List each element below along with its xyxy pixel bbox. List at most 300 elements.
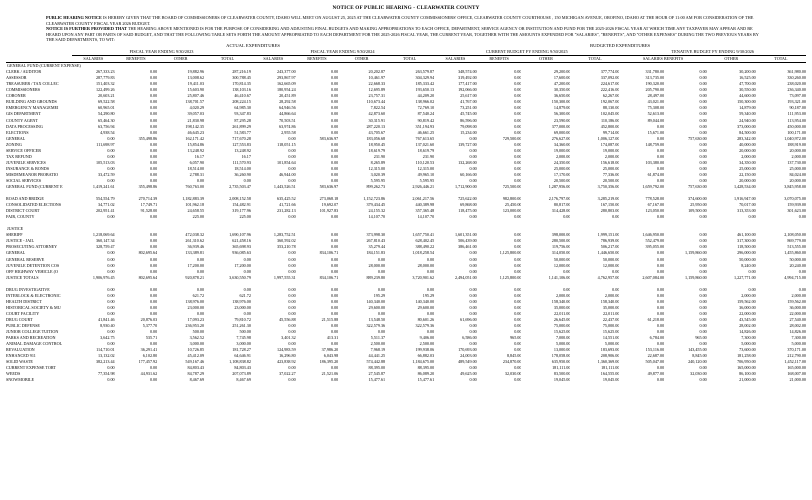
row-value: 717,670.28 — [232, 135, 251, 141]
row-value: 84,787.29 — [187, 371, 205, 377]
row-value: 23,757.31 — [368, 93, 386, 99]
row-label: INTERLOCK & ELECTRONIC — [6, 292, 61, 298]
row-value: 7,968.19 — [370, 347, 386, 353]
row-value: 70,503.51 — [279, 117, 296, 123]
row-value: 21,000.00 — [789, 377, 806, 383]
column-header-salaries-2024: SALARIES — [251, 56, 296, 63]
row-value: 635,425.52 — [277, 196, 296, 202]
row-value: 0.00 — [469, 147, 477, 153]
row-value: 1,125,800.00 — [499, 274, 522, 280]
notice-paragraph-2-text: THE HEARING ABOVE MENTIONED IS FOR THE PURPOSE OF CONSIDERING AND ADJUSTING FINAL BUDGETS AND MAKING APPROPRIATIONS TO EACH OFFICE, DEPARTMENT, SERVICE AGENCY OR INSTITUTION AND FUND FOR THE 2025-2026 FISCAL YEAR AT WHICH TIME ANY TAXPAYER MAY APPEAR AND BE HEARD UPON ANY PART OR PARTS OF SAID BUDGET, AND THAT THE FOLLOWING TABLE SETS FORTH THE AMOUNT APPROPRIATED TO EACH DEPARTMENT FOR THE 2025-2026 FISCAL YEAR, THE CURRENT YEAR, TOGETHER WITH THE AMOUNTS EXPENDED FOR "SALARIES", "BENEFITS", AND "OTHER EXPENSES" DURING THE TWO PREVIOUS YEARS BY THE SAID DEPARTMENTS, TO WIT: — [46, 26, 759, 43]
row-value: 0.00 — [288, 286, 296, 292]
row-value: 143,455.00 — [688, 347, 707, 353]
row-value: 84,500.00 — [739, 129, 756, 135]
row-value: 322,579.36 — [415, 322, 435, 328]
row-value: 834,106.71 — [319, 250, 339, 256]
row-value: 0.00 — [330, 292, 339, 298]
row-value: 44,209.20 — [417, 93, 435, 99]
row-value: 452,800.00 — [600, 123, 620, 129]
row-value: 0.00 — [469, 165, 477, 171]
row-value: 0.00 — [149, 159, 158, 165]
row-value: 2,500.00 — [419, 341, 435, 347]
row-value: 398,000.00 — [551, 232, 571, 238]
row-value: 500.00 — [192, 329, 205, 335]
row-value: 8,930.40 — [100, 322, 115, 328]
row-value: 195.29 — [373, 292, 386, 298]
row-label: GENERAL FUND (CURRENT E — [6, 184, 63, 190]
row-value: 0.00 — [699, 286, 707, 292]
row-value: 158,340.00 — [600, 298, 620, 304]
row-value: 330,260.00 — [787, 75, 806, 81]
row-value: 0.00 — [288, 262, 296, 268]
row-value: 0.00 — [656, 304, 665, 310]
row-value: 25,000.00 — [602, 165, 620, 171]
row-label: BUILDING AND GROUNDS — [6, 99, 57, 105]
row-value: 0.00 — [514, 214, 522, 220]
row-value: 0.00 — [330, 214, 339, 220]
row-value: 0.00 — [149, 147, 158, 153]
row-value: 14,107.70 — [368, 214, 386, 220]
row-value: 0.00 — [330, 147, 339, 153]
row-value: 0.00 — [514, 87, 522, 93]
row-value: 77,336.00 — [602, 171, 620, 177]
row-value: 0.00 — [149, 341, 158, 347]
row-value: 28,000.00 — [417, 262, 435, 268]
row-value: 20,603.21 — [98, 93, 115, 99]
row-value: 706,950.00 — [737, 359, 756, 365]
row-value: 0.00 — [699, 99, 707, 105]
row-label: COUNTY AGENT — [6, 117, 38, 123]
row-value: 535.71 — [145, 335, 158, 341]
row-value: 328,759.47 — [95, 244, 115, 250]
row-value: 0.00 — [656, 329, 665, 335]
row-value: 184,151.83 — [366, 250, 386, 256]
row-value: 413.31 — [326, 335, 339, 341]
row-value: 190,320.00 — [645, 81, 665, 87]
row-value: 0.00 — [288, 256, 296, 262]
row-value: 69,522.58 — [98, 99, 115, 105]
row-value: 181,111.00 — [552, 365, 571, 371]
row-value: 111,698.97 — [96, 141, 115, 147]
row-value: 2,926,446.21 — [412, 184, 435, 190]
row-value: 140,340.00 — [415, 298, 435, 304]
row-value: 351,194.93 — [415, 123, 435, 129]
row-value: 1,360,369.00 — [597, 359, 620, 365]
row-value: 0.00 — [149, 93, 158, 99]
row-value: 21,000.00 — [739, 377, 756, 383]
row-value: 331,780.00 — [645, 69, 665, 75]
row-value: 1,283,752.51 — [273, 232, 296, 238]
row-value: 0.00 — [107, 298, 115, 304]
row-value: 137,021.60 — [415, 141, 435, 147]
row-value: 8,467.69 — [236, 377, 251, 383]
row-value: 0.00 — [330, 310, 339, 316]
row-value: 0.00 — [612, 214, 620, 220]
row-value: 105,513.03 — [95, 159, 115, 165]
row-value: 99,714.00 — [602, 129, 620, 135]
row-value: 0.00 — [699, 322, 707, 328]
row-value: 67,167.00 — [647, 202, 665, 208]
row-value: 29,600.00 — [368, 304, 386, 310]
notice-paragraph-2-lead: NOTICE IS FURTHER PROVIDED THAT — [46, 26, 127, 32]
row-value: 373,000.00 — [737, 123, 756, 129]
row-value: 15,671.00 — [647, 129, 665, 135]
row-value: 0.00 — [514, 286, 522, 292]
row-value: 5,000.00 — [741, 341, 756, 347]
row-value: 0.00 — [699, 153, 707, 159]
row-value: 0.00 — [469, 341, 477, 347]
row-value: 118,500.00 — [737, 244, 756, 250]
subband-fy2025: CURRENT BUDGET FY ENDING 9/30/2025 — [434, 49, 619, 56]
row-value: 90,819.42 — [417, 117, 435, 123]
row-value: 506,439.00 — [458, 238, 477, 244]
row-value: 25,617.00 — [460, 93, 477, 99]
row-value: 205,790.00 — [645, 87, 665, 93]
row-value: 0.00 — [243, 310, 251, 316]
row-value: 5,595.95 — [370, 178, 386, 183]
row-value: 41,767.00 — [460, 99, 477, 105]
row-value: 93,347.83 — [234, 111, 251, 117]
row-value: 0.00 — [149, 171, 158, 177]
row-value: 0.00 — [196, 178, 205, 183]
row-value: 0.00 — [149, 214, 158, 220]
row-value: 110,673.44 — [366, 99, 386, 105]
row-value: 188,919.00 — [787, 141, 806, 147]
row-value: 0.00 — [469, 250, 477, 256]
row-value: 802,695.64 — [138, 274, 158, 280]
row-value: 102,045.00 — [600, 111, 620, 117]
row-value: 0.00 — [514, 99, 522, 105]
row-value: 0.00 — [149, 99, 158, 105]
row-value: 0.00 — [288, 268, 296, 274]
row-value: 23,590.00 — [553, 117, 571, 123]
row-value: 0.00 — [107, 135, 115, 141]
row-value: 41,841.46 — [98, 316, 115, 322]
row-value: 36,939.46 — [187, 244, 205, 250]
row-value: 181,111.00 — [601, 365, 620, 371]
row-value: 12,000.00 — [602, 262, 620, 268]
row-value: 0.00 — [699, 159, 707, 165]
row-value: 243,377.00 — [277, 69, 296, 75]
row-value: 109,500.00 — [688, 208, 707, 214]
row-value: 0.00 — [426, 329, 435, 335]
row-value: 869,779.00 — [787, 238, 806, 244]
budget-table — [6, 43, 806, 383]
row-value: 61,874.00 — [647, 171, 665, 177]
row-value: 0.00 — [469, 304, 477, 310]
row-value: 43,545.00 — [739, 316, 756, 322]
row-value: 0.00 — [288, 153, 296, 159]
row-value: 0.00 — [514, 171, 522, 177]
row-value: 75,000.00 — [602, 322, 620, 328]
row-value: 236,953.20 — [185, 322, 205, 328]
row-value: 513,555.00 — [787, 244, 806, 250]
row-value: 0.00 — [107, 365, 115, 371]
row-value: 212,790.00 — [787, 353, 806, 359]
row-value: 0.00 — [514, 262, 522, 268]
row-value: 287,216.19 — [232, 69, 251, 75]
row-value: 15,477.61 — [368, 377, 386, 383]
row-value: 24,155.32 — [368, 208, 386, 214]
row-value: 0.00 — [798, 286, 806, 292]
row-value: 1,108,838.82 — [229, 359, 251, 365]
row-value: 49,965.10 — [417, 171, 435, 177]
row-value: 192,066.00 — [458, 87, 477, 93]
row-value: 22,150.00 — [739, 171, 756, 177]
row-value: 348,574.00 — [458, 69, 477, 75]
row-value: 36,650.00 — [553, 93, 571, 99]
row-value: 19,000.00 — [602, 147, 620, 153]
row-value: 0.00 — [330, 165, 339, 171]
row-label: SNOWMOBILE — [6, 377, 35, 383]
row-value: 138,976.00 — [232, 298, 251, 304]
row-value: 0.00 — [469, 153, 477, 159]
row-value: 0.00 — [330, 171, 339, 177]
row-value: 3,020.39 — [370, 171, 386, 177]
row-value: 355,498.86 — [138, 184, 158, 190]
row-value: 17,170.00 — [553, 171, 571, 177]
row-value: 0.00 — [288, 135, 296, 141]
row-value: 583,636.97 — [319, 184, 339, 190]
row-value: 889,239.80 — [366, 274, 386, 280]
row-value: 138,966.02 — [415, 99, 435, 105]
column-header-other-2026: OTHER — [707, 56, 756, 63]
row-value: 19,045.00 — [602, 377, 620, 383]
row-value: 44,600.00 — [739, 93, 756, 99]
row-value: 222,416.00 — [600, 87, 620, 93]
row-value: 7,745.98 — [236, 335, 251, 341]
row-value: 0.00 — [469, 298, 477, 304]
row-value: 0.00 — [656, 165, 665, 171]
row-value: 13,248.92 — [187, 147, 205, 153]
row-value: 0.00 — [514, 111, 522, 117]
row-value: 12,695.89 — [368, 87, 386, 93]
row-value: 21,521.06 — [321, 371, 339, 377]
row-value: 15,603.90 — [187, 87, 205, 93]
column-header-other-2023: OTHER — [157, 56, 204, 63]
row-value: 133,389.81 — [185, 250, 205, 256]
row-label: ASSESSOR — [6, 75, 27, 81]
row-value: 0.00 — [330, 81, 339, 87]
row-label: CORONER — [6, 93, 26, 99]
row-value: 802,695.64 — [138, 250, 158, 256]
row-value: 16,296.80 — [279, 353, 296, 359]
row-value: 1,159,860.00 — [684, 250, 707, 256]
row-value: 0.00 — [656, 292, 665, 298]
row-value: 0.00 — [426, 286, 435, 292]
row-value: 621.72 — [239, 292, 251, 298]
row-value: 22,011.00 — [603, 310, 620, 316]
row-value: 2,000.00 — [555, 153, 571, 159]
row-value: 0.00 — [330, 141, 339, 147]
row-value: 42,873.60 — [368, 111, 386, 117]
row-label: HISTORICAL SOCIETY & MU — [6, 304, 61, 310]
row-label: SHERIFF — [6, 232, 23, 238]
row-value: 61,696.00 — [460, 316, 477, 322]
row-label: CONSOLIDATED ELECTIONS — [6, 202, 62, 208]
row-value: 207,073.89 — [232, 371, 251, 377]
row-value: 28,002.00 — [789, 322, 806, 328]
row-value: 0.00 — [514, 298, 522, 304]
row-label: ANIMAL DAMAGE CONTROL — [6, 341, 63, 347]
row-value: 0.00 — [514, 304, 522, 310]
row-value: 0.00 — [469, 365, 477, 371]
row-value: 137,730.00 — [787, 159, 806, 165]
row-value: 280,500.00 — [551, 238, 571, 244]
row-value: 21,830.98 — [187, 117, 205, 123]
row-value: 461,100.00 — [737, 232, 756, 238]
row-value: 60,166.00 — [460, 171, 477, 177]
column-header-department — [6, 56, 72, 63]
row-value: 472,038.32 — [185, 232, 205, 238]
column-header-salaries-2025: SALARIES — [434, 56, 477, 63]
row-value: 0.00 — [514, 165, 522, 171]
row-value: 0.00 — [699, 147, 707, 153]
row-value: 0.00 — [149, 262, 158, 268]
row-value: 0.00 — [514, 316, 522, 322]
row-value: 1,906,976.45 — [92, 274, 115, 280]
row-value: 0.00 — [330, 105, 339, 111]
row-value: 44,931.62 — [140, 371, 158, 377]
row-value: 2,955.58 — [281, 129, 296, 135]
row-value: 159,562.00 — [787, 298, 806, 304]
row-value: 208,224.15 — [232, 99, 251, 105]
row-value: 12,000.00 — [553, 262, 571, 268]
row-value: 0.00 — [330, 256, 339, 262]
row-value: 20,500.00 — [553, 178, 571, 183]
row-value: 69,868.00 — [460, 202, 477, 208]
row-value: 0.00 — [149, 69, 158, 75]
row-label: ELECTIONS — [6, 129, 29, 135]
row-value: 0.00 — [426, 268, 435, 274]
row-value: 280,803.00 — [600, 208, 620, 214]
row-value: 5,000.00 — [555, 341, 571, 347]
row-value: 14,107.70 — [417, 214, 435, 220]
column-header-total-2025: TOTAL — [570, 56, 619, 63]
row-value: 0.00 — [699, 123, 707, 129]
row-value: 3,562.52 — [189, 335, 205, 341]
row-value: 64,646.91 — [234, 353, 251, 359]
row-value: 87,295.28 — [234, 117, 251, 123]
row-value: 313,735.00 — [645, 75, 665, 81]
row-value: 12,315.00 — [368, 165, 386, 171]
row-value: 34,360.00 — [553, 141, 571, 147]
row-value: 920,878.21 — [185, 274, 205, 280]
row-value: 0.00 — [107, 304, 115, 310]
row-value: 138,103.16 — [232, 87, 251, 93]
row-value: 122,499.26 — [95, 87, 115, 93]
row-value: 2,000.00 — [604, 153, 620, 159]
row-value: 0.00 — [699, 268, 707, 274]
row-value: 25,000.00 — [739, 165, 756, 171]
row-value: 208,906.00 — [600, 353, 620, 359]
row-value: 0.00 — [514, 238, 522, 244]
row-value: 0.00 — [149, 87, 158, 93]
row-value: 2,000.00 — [555, 292, 571, 298]
row-value: 87,540.24 — [417, 111, 435, 117]
row-label: FAIR, COUNTY — [6, 214, 35, 220]
row-label: WEEDS — [6, 371, 21, 377]
row-value: 355,498.86 — [138, 135, 158, 141]
row-value: 10,461.97 — [368, 75, 386, 81]
row-value: 16.17 — [241, 153, 251, 159]
row-label: JUVENILE SERVICES — [6, 159, 46, 165]
row-value: 0.00 — [656, 153, 665, 159]
row-value: 0.00 — [514, 310, 522, 316]
row-label: SERVICE OFFICER — [6, 147, 41, 153]
row-value: 0.00 — [107, 377, 115, 383]
row-value: 1,152,723.86 — [363, 196, 386, 202]
row-value: 19,000.00 — [553, 147, 571, 153]
row-value: 9,406.00 — [419, 335, 435, 341]
row-value: 28,497.00 — [647, 93, 665, 99]
row-value: 273,068.18 — [319, 196, 339, 202]
row-value: 0.00 — [149, 178, 158, 183]
row-value: 0.00 — [330, 123, 339, 129]
row-value: 6,102.80 — [142, 353, 158, 359]
row-value: 0.00 — [243, 256, 251, 262]
row-value: 18,514.00 — [187, 165, 205, 171]
row-value: 0.00 — [469, 377, 477, 383]
row-value: 0.00 — [699, 232, 707, 238]
row-value: 283,342.00 — [737, 135, 756, 141]
row-value: 30,350.00 — [553, 87, 571, 93]
row-value: 103,380.00 — [645, 159, 665, 165]
row-value: 2,494,051.00 — [454, 274, 477, 280]
row-value: 0.00 — [656, 147, 665, 153]
row-value: 0.00 — [469, 256, 477, 262]
row-value: 0.00 — [469, 310, 477, 316]
row-value: 319,492.00 — [458, 75, 477, 81]
row-value: 46,661.25 — [417, 129, 435, 135]
row-value: 313,353.00 — [737, 208, 756, 214]
row-value: 25,000.00 — [553, 165, 571, 171]
row-value: 0.00 — [149, 365, 158, 371]
row-value: 0.00 — [699, 256, 707, 262]
row-value: 0.00 — [699, 75, 707, 81]
row-value: 13,132.02 — [98, 353, 115, 359]
row-value: 0.00 — [514, 93, 522, 99]
row-value: 440,389.98 — [415, 202, 435, 208]
row-value: 88,130.00 — [602, 105, 620, 111]
row-value: 834,106.71 — [319, 274, 339, 280]
row-value: 377,000.00 — [551, 123, 571, 129]
row-value: 322,579.36 — [366, 322, 386, 328]
row-value: 14,826.00 — [739, 329, 756, 335]
row-value: 0.00 — [149, 105, 158, 111]
row-value: 118,475.00 — [458, 208, 477, 214]
row-label: GENERAL — [6, 250, 26, 256]
row-value: 760,763.00 — [185, 184, 205, 190]
column-header-row — [6, 56, 806, 63]
row-value: 982,800.00 — [502, 196, 522, 202]
row-value: 0.00 — [196, 268, 205, 274]
row-value: 621,458.16 — [232, 238, 251, 244]
row-value: 123,050.00 — [645, 208, 665, 214]
row-value: 30,200.00 — [739, 69, 756, 75]
row-value: 45,745.00 — [460, 111, 477, 117]
row-value: 552,479.00 — [645, 238, 665, 244]
row-value: 621.72 — [192, 292, 205, 298]
row-value: 353,210.78 — [277, 244, 296, 250]
row-value: 14,879.00 — [553, 105, 571, 111]
row-value: 25,950.00 — [690, 202, 707, 208]
row-value: 0.00 — [107, 286, 115, 292]
row-value: 0.00 — [149, 111, 158, 117]
row-label: DRUG COURT — [6, 316, 33, 322]
row-value: 0.00 — [149, 238, 158, 244]
row-value: 0.00 — [514, 141, 522, 147]
